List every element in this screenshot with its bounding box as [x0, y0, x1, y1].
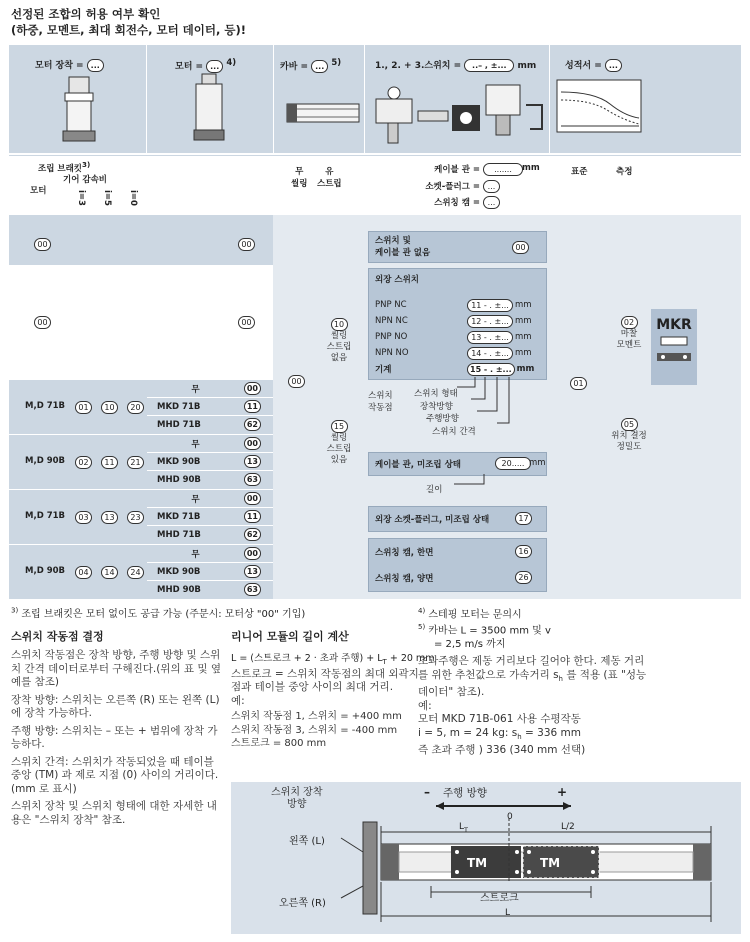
seal-no-strip: 10 씰링 스트립 없음 [326, 320, 352, 363]
standard-code: 01 [570, 377, 587, 390]
standard-header: 표준 [571, 167, 588, 177]
length-formula: L = (스트로크 + 2 · 초과 주행) + $L_T + 20$ mm [231, 653, 435, 666]
left-label: 왼쪽 (L) [289, 836, 325, 847]
motor-row: M,D 90B 02 11 21 무 00 MKD 90B 13 MHD 90B 63 [9, 435, 273, 490]
switch-section: 스위치 작동점 결정 스위치 작동점은 장착 방향, 주행 방향 및 스위치 간격 데이터로부터 구해진다.(위의 표 및 옆 예를 참조) 장착 방향: 스위치는 오른쪽 (R) 또는 왼쪽 (L) 에 장착 가능하다. 주행 방향: 스위치는 – 또는 + 범위에 장착 가능하다. 스위치 간격: 스위치가 작동되었을 때 테이블 중앙 (TM) 과 제로 지점 (0) 사이의 거리이다. (mm 로 표시) 스위치 장착 및 스위치 형태에 대한 자세한 내용은 "스위치 장착" 참조. [11, 630, 222, 826]
cover-header: 카바 = ... $^{5)}$ [280, 58, 342, 72]
footnote-4-5: $^{4)}$ 스테핑 모터는 문의시 $^{5)}$ 카바는 L = 3500 mm 및 v = 2,5 m/s 까지 [418, 607, 551, 650]
motor-header: 모터 = ... $^{4)}$ [175, 58, 237, 72]
switch-type-row: NPN NO 14 - . ±... mm [375, 348, 532, 358]
ratio-i5: i=5 [102, 190, 112, 206]
switch-type-row: NPN NC 12 - . ±... mm [375, 316, 532, 326]
switch-header: 1., 2. + 3.스위치 = ..– , ±... mm [375, 61, 537, 71]
seal-no-header: 무 씰링 [291, 167, 308, 189]
report-header: 성적서 = ... [565, 58, 622, 72]
act-point-label: 스위치 작동점 [368, 391, 393, 413]
switch-none-box: 스위치 및 케이블 관 없음 00 [368, 231, 547, 263]
switch-cam-box: 스위칭 캠, 한면 16 스위칭 캠, 양면 26 [368, 538, 547, 592]
cable-duct-header: 케이블 관 = [434, 165, 480, 175]
overtravel-section: 초과주행은 제동 거리보다 길어야 한다. 제동 거리를 위한 추천값으로 가속거리 $s_h$ 를 적용 (표 "성능 데이터" 참조). 예: 모터 MKD 71B-061 사용 수평작동 i = 5, m = 24 kg: $s_h = 336$ mm 즉 초과 주행 ) 336 (340 mm 선택) [418, 655, 647, 757]
socket-plug-header: 소켓-플러그 = [425, 182, 480, 192]
ext-socket-box: 외장 소켓-플러그, 미조립 상태 17 [368, 506, 547, 532]
position-accuracy: 05 위치 결정 정밀도 [611, 420, 647, 452]
measure-header: 측정 [616, 167, 633, 177]
motor-illustration [190, 72, 230, 144]
switch-type-row: 기계 15 - . ±... mm [375, 364, 535, 375]
length-label: 길이 [426, 485, 443, 495]
length-diagram: 스위치 장착 방향 주행 방향 – + 왼쪽 (L) 오른쪽 (R) $L_T$ 0 L/2 TM TM 스트로크 L [231, 782, 741, 934]
mkr-badge: MKR [651, 309, 697, 385]
stroke-label: 스트로크 [480, 893, 519, 904]
motor-rows [9, 380, 273, 599]
switch-code-legend: 스위치 형태 장착방향 주행방향 스위치 간격 [414, 389, 476, 437]
motor-row: M,D 90B 04 14 24 무 00 MKD 90B 13 MHD 90B 63 [9, 545, 273, 599]
mount-direction-label: 스위치 장착 방향 [271, 787, 323, 810]
footnote-3: $^{3)}$ 조립 브래킷은 모터 없이도 공급 가능 (주문시: 모터상 "00" 기입) [11, 606, 306, 620]
l2-label: L/2 [561, 822, 575, 832]
tm-left: TM [467, 856, 488, 870]
cable-unassembled-box: 케이블 관, 미조립 상태 20..... mm [368, 452, 547, 476]
motor-row: M,D 71B 03 13 23 무 00 MKD 71B 11 MHD 71B 62 [9, 490, 273, 545]
switch-type-row: PNP NC 11 - . ±... mm [375, 300, 532, 310]
code-00-none-b: 00 [238, 232, 255, 251]
zero-label: 0 [507, 812, 513, 822]
page-title: 선정된 조합의 허용 여부 확인 (하중, 모멘트, 최대 회전수, 모터 데이터, 등)! [11, 7, 246, 37]
report-illustration [555, 78, 645, 136]
seal-yes-header: 유 스트립 [317, 167, 342, 189]
ratio-i3: i=3 [76, 190, 86, 206]
motor-mount-illustration [55, 75, 105, 145]
switch-illustration [370, 75, 548, 150]
seal-with-strip: 15 씰링 스트립 있음 [326, 422, 352, 465]
gear-ratio-header: 기어 감속비 [63, 175, 108, 185]
legend-leader-lines [405, 375, 525, 445]
right-label: 오른쪽 (R) [279, 898, 326, 909]
friction-moment: 02 마찰 모멘트 [616, 318, 642, 350]
ratio-i0: i=0 [128, 190, 138, 206]
code-00-bracket-a: 00 [34, 310, 51, 329]
mkr-icon [651, 333, 697, 373]
external-switch-box: 외장 스위치 PNP NC 11 - . ±... mm NPN NC 12 - . ±... mm PNP NO 13 - . ±... mm NPN NO 14 - . ±... mm 기계 15 - . ±... mm [368, 268, 547, 380]
code-00-seal: 00 [288, 375, 305, 388]
tm-right: TM [540, 856, 561, 870]
motor-mount-header: 모터 장착 = ... [35, 58, 104, 72]
switch-cam-header: 스위칭 캠 = [434, 198, 480, 208]
l-label: L [505, 908, 511, 918]
travel-direction-label: 주행 방향 [443, 787, 487, 799]
code-00-none-a: 00 [34, 232, 51, 251]
switch-type-row: PNP NO 13 - . ±... mm [375, 332, 532, 342]
lt-label: $L_T$ [459, 822, 468, 834]
code-00-bracket-b: 00 [238, 310, 255, 329]
length-section: 리니어 모듈의 길이 계산 L = (스트로크 + 2 · 초과 주행) + $L_T + 20$ mm 스트로크 = 스위치 작동점의 최대 외곽지점과 테이블 중앙 사이의 최대 거리. 예: 스위치 작동점 1, 스위치 = +400 mm 스위치 작동점 3, 스위치 = -400 mm 스트로크 = 800 mm [231, 630, 435, 750]
cover-illustration [283, 98, 363, 128]
assembly-bracket-header: 조립 브래킷$^{3)}$ [38, 160, 91, 174]
motor-col-header: 모터 [30, 186, 47, 196]
motor-row: M,D 71B 01 10 20 무 00 MKD 71B 11 MHD 71B 62 [9, 380, 273, 435]
